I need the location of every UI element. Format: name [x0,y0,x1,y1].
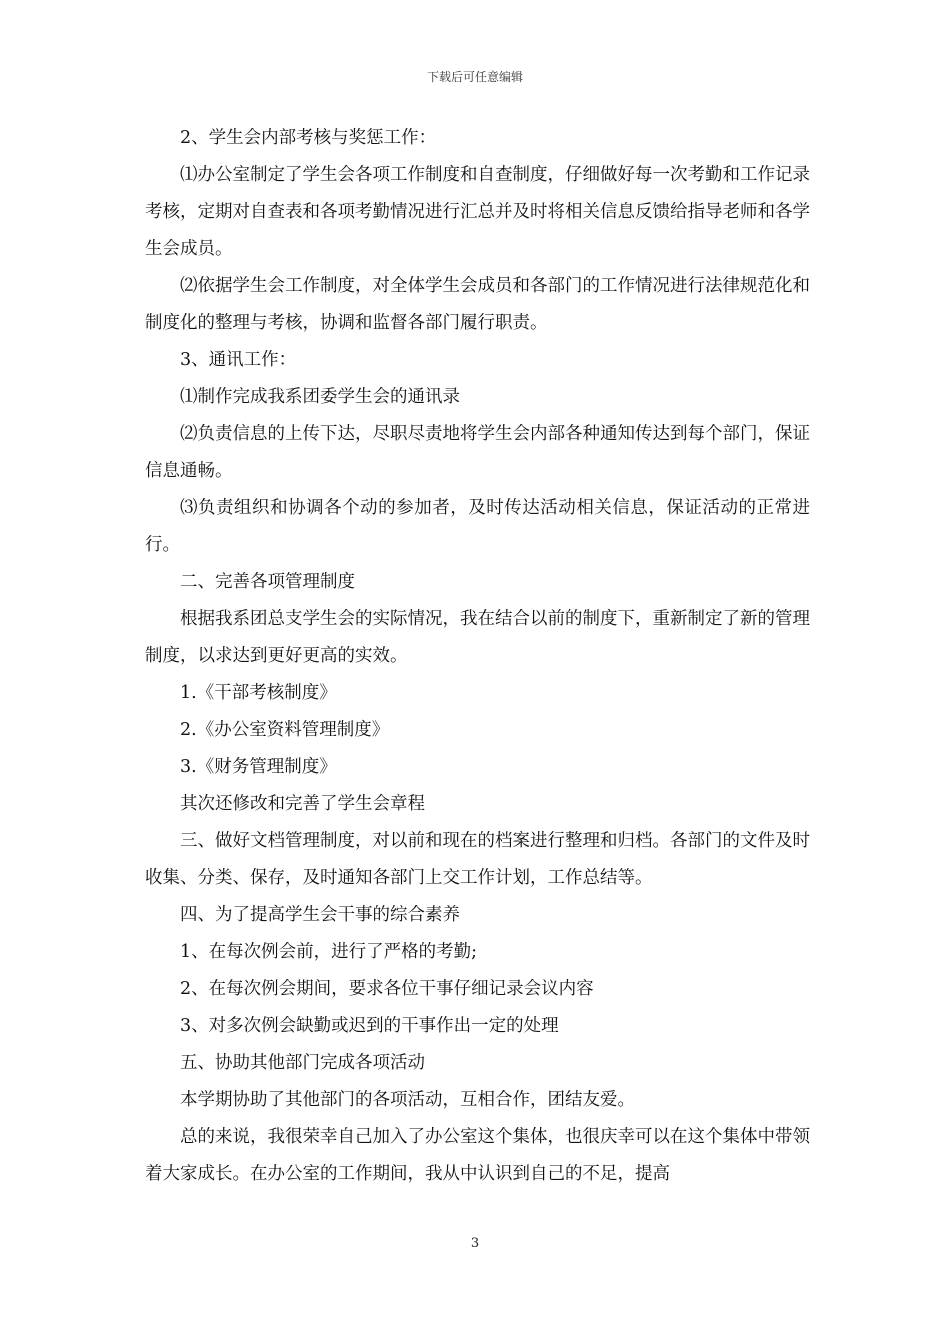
paragraph: 五、协助其他部门完成各项活动 [180,1053,425,1073]
paragraph: 2、在每次例会期间，要求各位干事仔细记录会议内容 [180,979,594,999]
page-number: 3 [470,1236,480,1251]
paragraph: 根据我系团总支学生会的实际情况，我在结合以前的制度下，重新制定了新的管理制度，以求达到更好更高的实效。 [145,609,810,666]
paragraph: 3、通讯工作： [180,350,297,370]
paragraph: ⑵依据学生会工作制度，对全体学生会成员和各部门的工作情况进行法律规范化和制度化的整理与考核，协调和监督各部门履行职责。 [145,276,810,333]
paragraph: 1.《干部考核制度》 [180,683,337,703]
body-text [145,120,810,1193]
paragraph: 2.《办公室资料管理制度》 [180,720,390,740]
paragraph: 1、在每次例会前，进行了严格的考勤; [180,942,478,962]
paragraph: 本学期协助了其他部门的各项活动，互相合作，团结友爱。 [180,1090,635,1110]
paragraph: 三、做好文档管理制度，对以前和现在的档案进行整理和归档。各部门的文件及时收集、分类、保存，及时通知各部门上交工作计划，工作总结等。 [145,831,810,888]
paragraph: 二、完善各项管理制度 [180,572,355,592]
paragraph: 3、对多次例会缺勤或迟到的干事作出一定的处理 [180,1016,559,1036]
paragraph: ⑴制作完成我系团委学生会的通讯录 [180,387,460,407]
paragraph: ⑴办公室制定了学生会各项工作制度和自查制度，仔细做好每一次考勤和工作记录考核，定期对自查表和各项考勤情况进行汇总并及时将相关信息反馈给指导老师和各学生会成员。 [145,165,810,259]
paragraph: 总的来说，我很荣幸自己加入了办公室这个集体，也很庆幸可以在这个集体中带领着大家成长。在办公室的工作期间，我从中认识到自己的不足，提高 [145,1127,810,1184]
paragraph: 四、为了提高学生会干事的综合素养 [180,905,460,925]
page-header: 下载后可任意编辑 [426,70,523,84]
paragraph: ⑶负责组织和协调各个动的参加者，及时传达活动相关信息，保证活动的正常进行。 [145,498,810,555]
paragraph: 其次还修改和完善了学生会章程 [180,794,425,814]
paragraph: 2、学生会内部考核与奖惩工作： [180,128,437,148]
paragraph: ⑵负责信息的上传下达，尽职尽责地将学生会内部各种通知传达到每个部门，保证信息通畅。 [145,424,810,481]
paragraph: 3.《财务管理制度》 [180,757,337,777]
